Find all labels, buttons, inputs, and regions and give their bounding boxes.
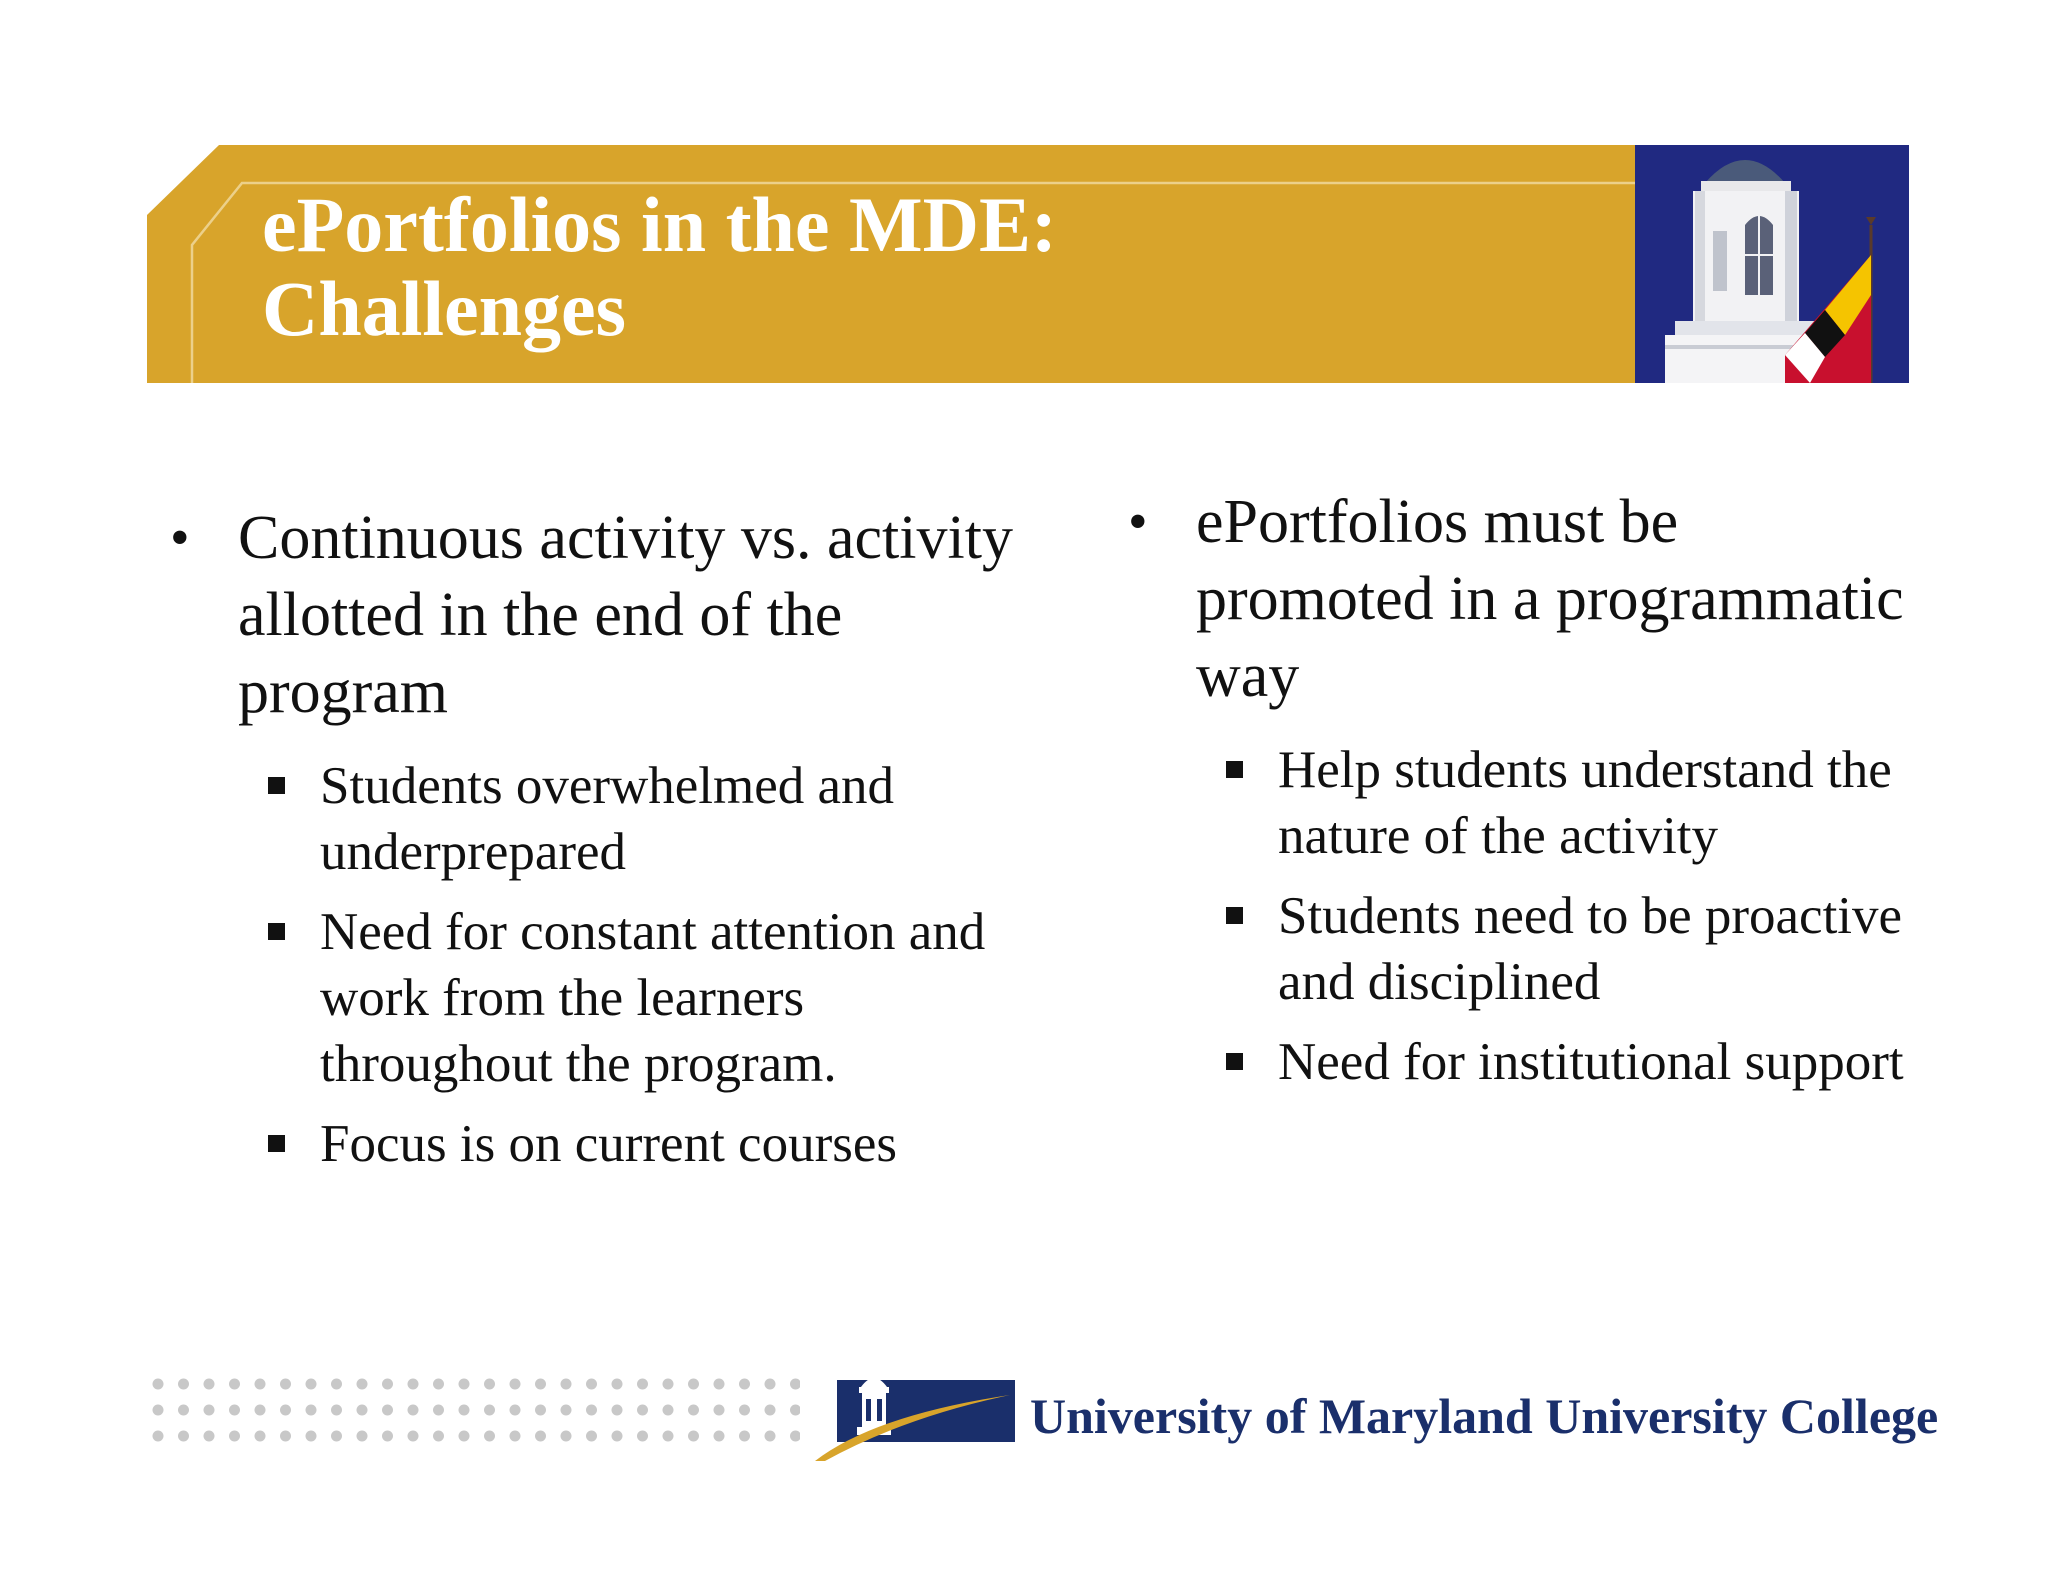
footer-dot <box>408 1431 419 1442</box>
right-sub-text-3: Need for institutional support <box>1278 1033 1904 1091</box>
right-sub-item-3 <box>1118 1029 1908 1095</box>
footer-dot <box>204 1431 215 1442</box>
right-sub-text-1: Help students understand the nature of the activity <box>1278 741 1892 865</box>
footer-dot <box>535 1431 546 1442</box>
footer-dot <box>178 1405 189 1416</box>
footer-dot <box>382 1379 393 1390</box>
footer-dot <box>637 1431 648 1442</box>
footer-dot <box>357 1405 368 1416</box>
footer-dot <box>510 1405 521 1416</box>
footer-dot <box>663 1431 674 1442</box>
footer-dot <box>535 1379 546 1390</box>
footer-dot <box>459 1379 470 1390</box>
footer-dot <box>612 1379 623 1390</box>
footer-dot <box>790 1379 800 1390</box>
footer-dot <box>790 1431 800 1442</box>
footer-dot <box>229 1405 240 1416</box>
footer-dot <box>459 1431 470 1442</box>
title-line-1: ePortfolios in the MDE: <box>262 181 1058 268</box>
footer-dot <box>739 1405 750 1416</box>
square-bullet <box>1226 907 1243 924</box>
footer-dot <box>229 1431 240 1442</box>
footer-dot <box>357 1431 368 1442</box>
footer-dot <box>561 1431 572 1442</box>
footer-dot <box>586 1379 597 1390</box>
footer-logo <box>815 1355 1939 1465</box>
footer-dot <box>612 1431 623 1442</box>
footer-dot <box>459 1405 470 1416</box>
square-bullet <box>268 777 285 794</box>
right-sub-item-1 <box>1118 737 1908 869</box>
footer-dot <box>255 1405 266 1416</box>
footer-dot <box>229 1379 240 1390</box>
footer-dot <box>408 1379 419 1390</box>
square-bullet <box>268 1135 285 1152</box>
footer-dot <box>484 1431 495 1442</box>
footer-dot <box>331 1379 342 1390</box>
footer-dot <box>663 1379 674 1390</box>
footer-dot <box>790 1405 800 1416</box>
left-sub-item-2 <box>160 899 1020 1097</box>
footer-dot <box>153 1405 164 1416</box>
footer-dot <box>586 1405 597 1416</box>
square-bullet <box>268 923 285 940</box>
slide-title <box>262 183 1582 351</box>
institution-name: University of Maryland University College <box>1030 1388 1939 1444</box>
footer-dot <box>382 1431 393 1442</box>
title-line-2: Challenges <box>262 265 627 352</box>
footer-dot <box>255 1379 266 1390</box>
footer-dot <box>382 1405 393 1416</box>
square-bullet <box>1226 1053 1243 1070</box>
right-main-bullet <box>1118 484 1908 715</box>
footer-dot <box>306 1379 317 1390</box>
footer-dot <box>663 1405 674 1416</box>
footer-dot <box>178 1431 189 1442</box>
right-main-text: ePortfolios must be promoted in a programmatic way <box>1196 488 1904 710</box>
footer-dot <box>714 1379 725 1390</box>
footer-dot <box>510 1379 521 1390</box>
footer-dot <box>612 1405 623 1416</box>
footer-dot <box>561 1379 572 1390</box>
footer-dot <box>204 1379 215 1390</box>
footer-dot <box>561 1405 572 1416</box>
footer-dot <box>433 1405 444 1416</box>
footer-dot <box>688 1405 699 1416</box>
footer-dot <box>433 1431 444 1442</box>
footer-dot <box>280 1405 291 1416</box>
right-sub-list <box>1118 737 1908 1095</box>
left-sub-text-3: Focus is on current courses <box>320 1115 897 1173</box>
footer-dot <box>280 1431 291 1442</box>
footer-dot <box>280 1379 291 1390</box>
footer-dot <box>153 1379 164 1390</box>
footer-dot <box>331 1405 342 1416</box>
footer-dot <box>637 1379 648 1390</box>
footer-dot <box>714 1431 725 1442</box>
square-bullet <box>1226 761 1243 778</box>
right-column <box>1118 484 1908 1109</box>
cupola-photo <box>1635 145 1909 383</box>
footer-dot <box>255 1431 266 1442</box>
dome-building-icon <box>815 1355 1015 1465</box>
footer-dot <box>331 1431 342 1442</box>
left-sub-text-2: Need for constant attention and work from the learners throughout the program. <box>320 903 986 1093</box>
footer-dot <box>637 1405 648 1416</box>
left-main-bullet <box>160 500 1020 731</box>
footer-dot <box>688 1379 699 1390</box>
footer-dot <box>408 1405 419 1416</box>
left-sub-item-1 <box>160 753 1020 885</box>
footer-dot <box>433 1379 444 1390</box>
footer-dot <box>586 1431 597 1442</box>
footer-dot <box>765 1405 776 1416</box>
footer-dot <box>739 1431 750 1442</box>
footer-dot <box>484 1405 495 1416</box>
right-sub-item-2 <box>1118 883 1908 1015</box>
footer-dot <box>765 1379 776 1390</box>
footer-dot <box>306 1405 317 1416</box>
footer-dot <box>178 1379 189 1390</box>
footer-dot <box>765 1431 776 1442</box>
bullet-dot: • <box>170 507 190 569</box>
footer-dot <box>688 1431 699 1442</box>
footer-dot <box>357 1379 368 1390</box>
footer-dot <box>204 1405 215 1416</box>
footer-dot <box>484 1379 495 1390</box>
footer-dot-pattern <box>150 1374 800 1450</box>
footer-dot <box>306 1431 317 1442</box>
right-sub-text-2: Students need to be proactive and disciplined <box>1278 887 1903 1011</box>
left-sub-item-3 <box>160 1111 1020 1177</box>
left-column <box>160 500 1020 1191</box>
footer-dot <box>535 1405 546 1416</box>
left-sub-text-1: Students overwhelmed and underprepared <box>320 757 895 881</box>
footer-dot <box>510 1431 521 1442</box>
bullet-dot: • <box>1128 491 1148 553</box>
footer-dot <box>714 1405 725 1416</box>
footer-dot <box>153 1431 164 1442</box>
footer-dot <box>739 1379 750 1390</box>
left-sub-list <box>160 753 1020 1177</box>
left-main-text: Continuous activity vs. activity allotted in the end of the program <box>238 504 1013 726</box>
slide-header <box>147 145 1909 383</box>
